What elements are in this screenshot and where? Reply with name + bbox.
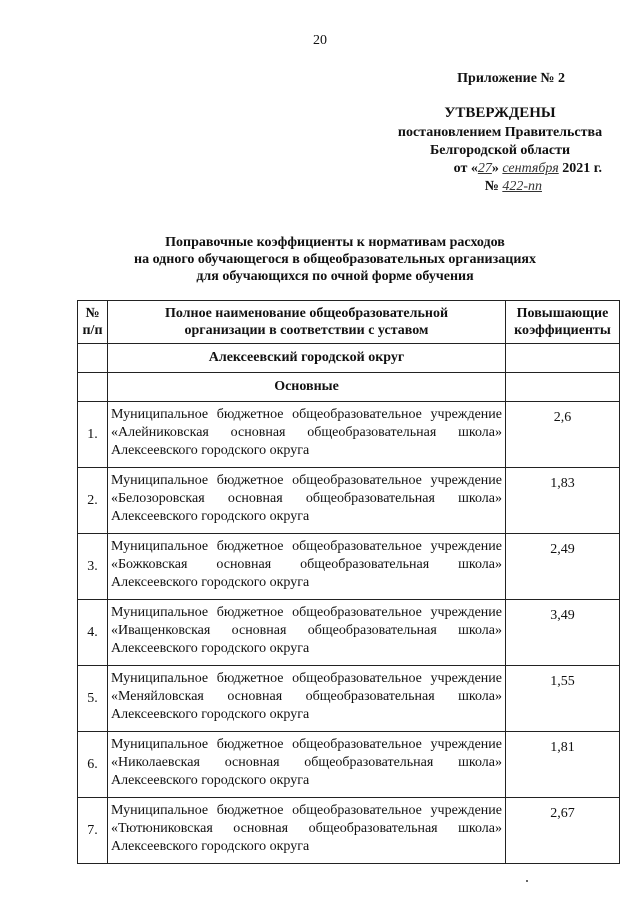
- number-value: 422-пп: [502, 179, 542, 194]
- row-number: 7.: [78, 798, 108, 864]
- date-day: 27: [477, 161, 492, 176]
- row-number: 2.: [78, 468, 108, 534]
- row-number: 1.: [78, 402, 108, 468]
- annex-label: Приложение № 2: [457, 71, 565, 86]
- coefficient-value: 1,83: [506, 468, 620, 534]
- org-name-line-1: Муниципальное бюджетное общеобразовательное учреждение: [111, 671, 502, 686]
- date-year: 2021 г.: [562, 161, 602, 176]
- table-row: [78, 666, 620, 732]
- org-name-line-1: Муниципальное бюджетное общеобразовательное учреждение: [111, 539, 502, 554]
- org-name-line-3: Алексеевского городского округа: [111, 773, 310, 788]
- group-row: [78, 373, 620, 402]
- org-name-line-1: Муниципальное бюджетное общеобразовательное учреждение: [111, 605, 502, 620]
- organization-name: [108, 666, 506, 732]
- organization-name: [108, 468, 506, 534]
- table-row: [78, 534, 620, 600]
- coefficient-value: 2,67: [506, 798, 620, 864]
- table-row: [78, 798, 620, 864]
- row-number: 5.: [78, 666, 108, 732]
- org-name-line-2: «Меняйловская основная общеобразовательная школа»: [111, 689, 502, 704]
- coefficient-value: 2,49: [506, 534, 620, 600]
- org-name-line-3: Алексеевского городского округа: [111, 575, 310, 590]
- organization-name: [108, 798, 506, 864]
- approval-date: [380, 160, 620, 178]
- organization-name: [108, 534, 506, 600]
- header-number-line-2: п/п: [82, 323, 103, 338]
- coefficient-value: 2,6: [506, 402, 620, 468]
- approval-block: [380, 104, 620, 196]
- approval-line-1: постановлением Правительства: [397, 125, 603, 140]
- approval-heading: УТВЕРЖДЕНЫ: [444, 105, 556, 121]
- page-number: 20: [313, 33, 327, 48]
- group-name: Основные: [108, 373, 506, 402]
- header-name-line-1: Полное наименование общеобразовательной: [164, 306, 449, 321]
- org-name-line-2: «Белозоровская основная общеобразовательная школа»: [111, 491, 502, 506]
- title-line-1: Поправочные коэффициенты к нормативам расходов: [165, 235, 505, 250]
- org-name-line-2: «Тютюниковская основная общеобразовательная школа»: [111, 821, 502, 836]
- date-month: сентября: [502, 161, 559, 176]
- org-name-line-3: Алексеевского городского округа: [111, 443, 310, 458]
- district-row: [78, 344, 620, 373]
- table-row: [78, 600, 620, 666]
- header-coefficient-line-1: Повышающие: [516, 306, 609, 321]
- org-name-line-3: Алексеевского городского округа: [111, 707, 310, 722]
- table-header-row: [78, 301, 620, 344]
- district-name: Алексеевский городской округ: [108, 344, 506, 373]
- organization-name: [108, 600, 506, 666]
- row-number: 4.: [78, 600, 108, 666]
- group-coef-cell: [506, 373, 620, 402]
- org-name-line-1: Муниципальное бюджетное общеобразовательное учреждение: [111, 803, 502, 818]
- table-row: [78, 732, 620, 798]
- coefficients-table: [77, 300, 620, 864]
- org-name-line-1: Муниципальное бюджетное общеобразовательное учреждение: [111, 407, 502, 422]
- district-num-cell: [78, 344, 108, 373]
- header-name: [108, 301, 506, 344]
- header-number: [78, 301, 108, 344]
- organization-name: [108, 732, 506, 798]
- org-name-line-2: «Иващенковская основная общеобразовательная школа»: [111, 623, 502, 638]
- header-coefficient-line-2: коэффициенты: [514, 323, 611, 338]
- org-name-line-2: «Николаевская основная общеобразовательная школа»: [111, 755, 502, 770]
- header-name-line-2: организации в соответствии с уставом: [184, 323, 429, 338]
- org-name-line-3: Алексеевского городского округа: [111, 509, 310, 524]
- coefficient-value: 1,81: [506, 732, 620, 798]
- org-name-line-3: Алексеевского городского округа: [111, 839, 310, 854]
- header-number-line-1: №: [85, 306, 100, 321]
- coefficient-value: 3,49: [506, 600, 620, 666]
- coefficient-value: 1,55: [506, 666, 620, 732]
- org-name-line-2: «Божковская основная общеобразовательная школа»: [111, 557, 502, 572]
- scan-speck: [526, 880, 528, 882]
- date-prefix: от «: [453, 161, 478, 176]
- group-num-cell: [78, 373, 108, 402]
- org-name-line-2: «Алейниковская основная общеобразовательная школа»: [111, 425, 502, 440]
- title-line-3: для обучающихся по очной форме обучения: [196, 269, 474, 284]
- row-number: 6.: [78, 732, 108, 798]
- approval-line-2: Белгородской области: [429, 143, 571, 158]
- org-name-line-1: Муниципальное бюджетное общеобразовательное учреждение: [111, 737, 502, 752]
- row-number: 3.: [78, 534, 108, 600]
- document-title: [100, 234, 570, 285]
- organization-name: [108, 402, 506, 468]
- district-coef-cell: [506, 344, 620, 373]
- approval-number: [380, 178, 620, 196]
- number-prefix: №: [484, 179, 499, 194]
- title-line-2: на одного обучающегося в общеобразовательных организациях: [134, 252, 536, 267]
- org-name-line-3: Алексеевского городского округа: [111, 641, 310, 656]
- table-row: [78, 402, 620, 468]
- org-name-line-1: Муниципальное бюджетное общеобразовательное учреждение: [111, 473, 502, 488]
- header-coefficient: [506, 301, 620, 344]
- table-row: [78, 468, 620, 534]
- date-mid: »: [491, 161, 499, 176]
